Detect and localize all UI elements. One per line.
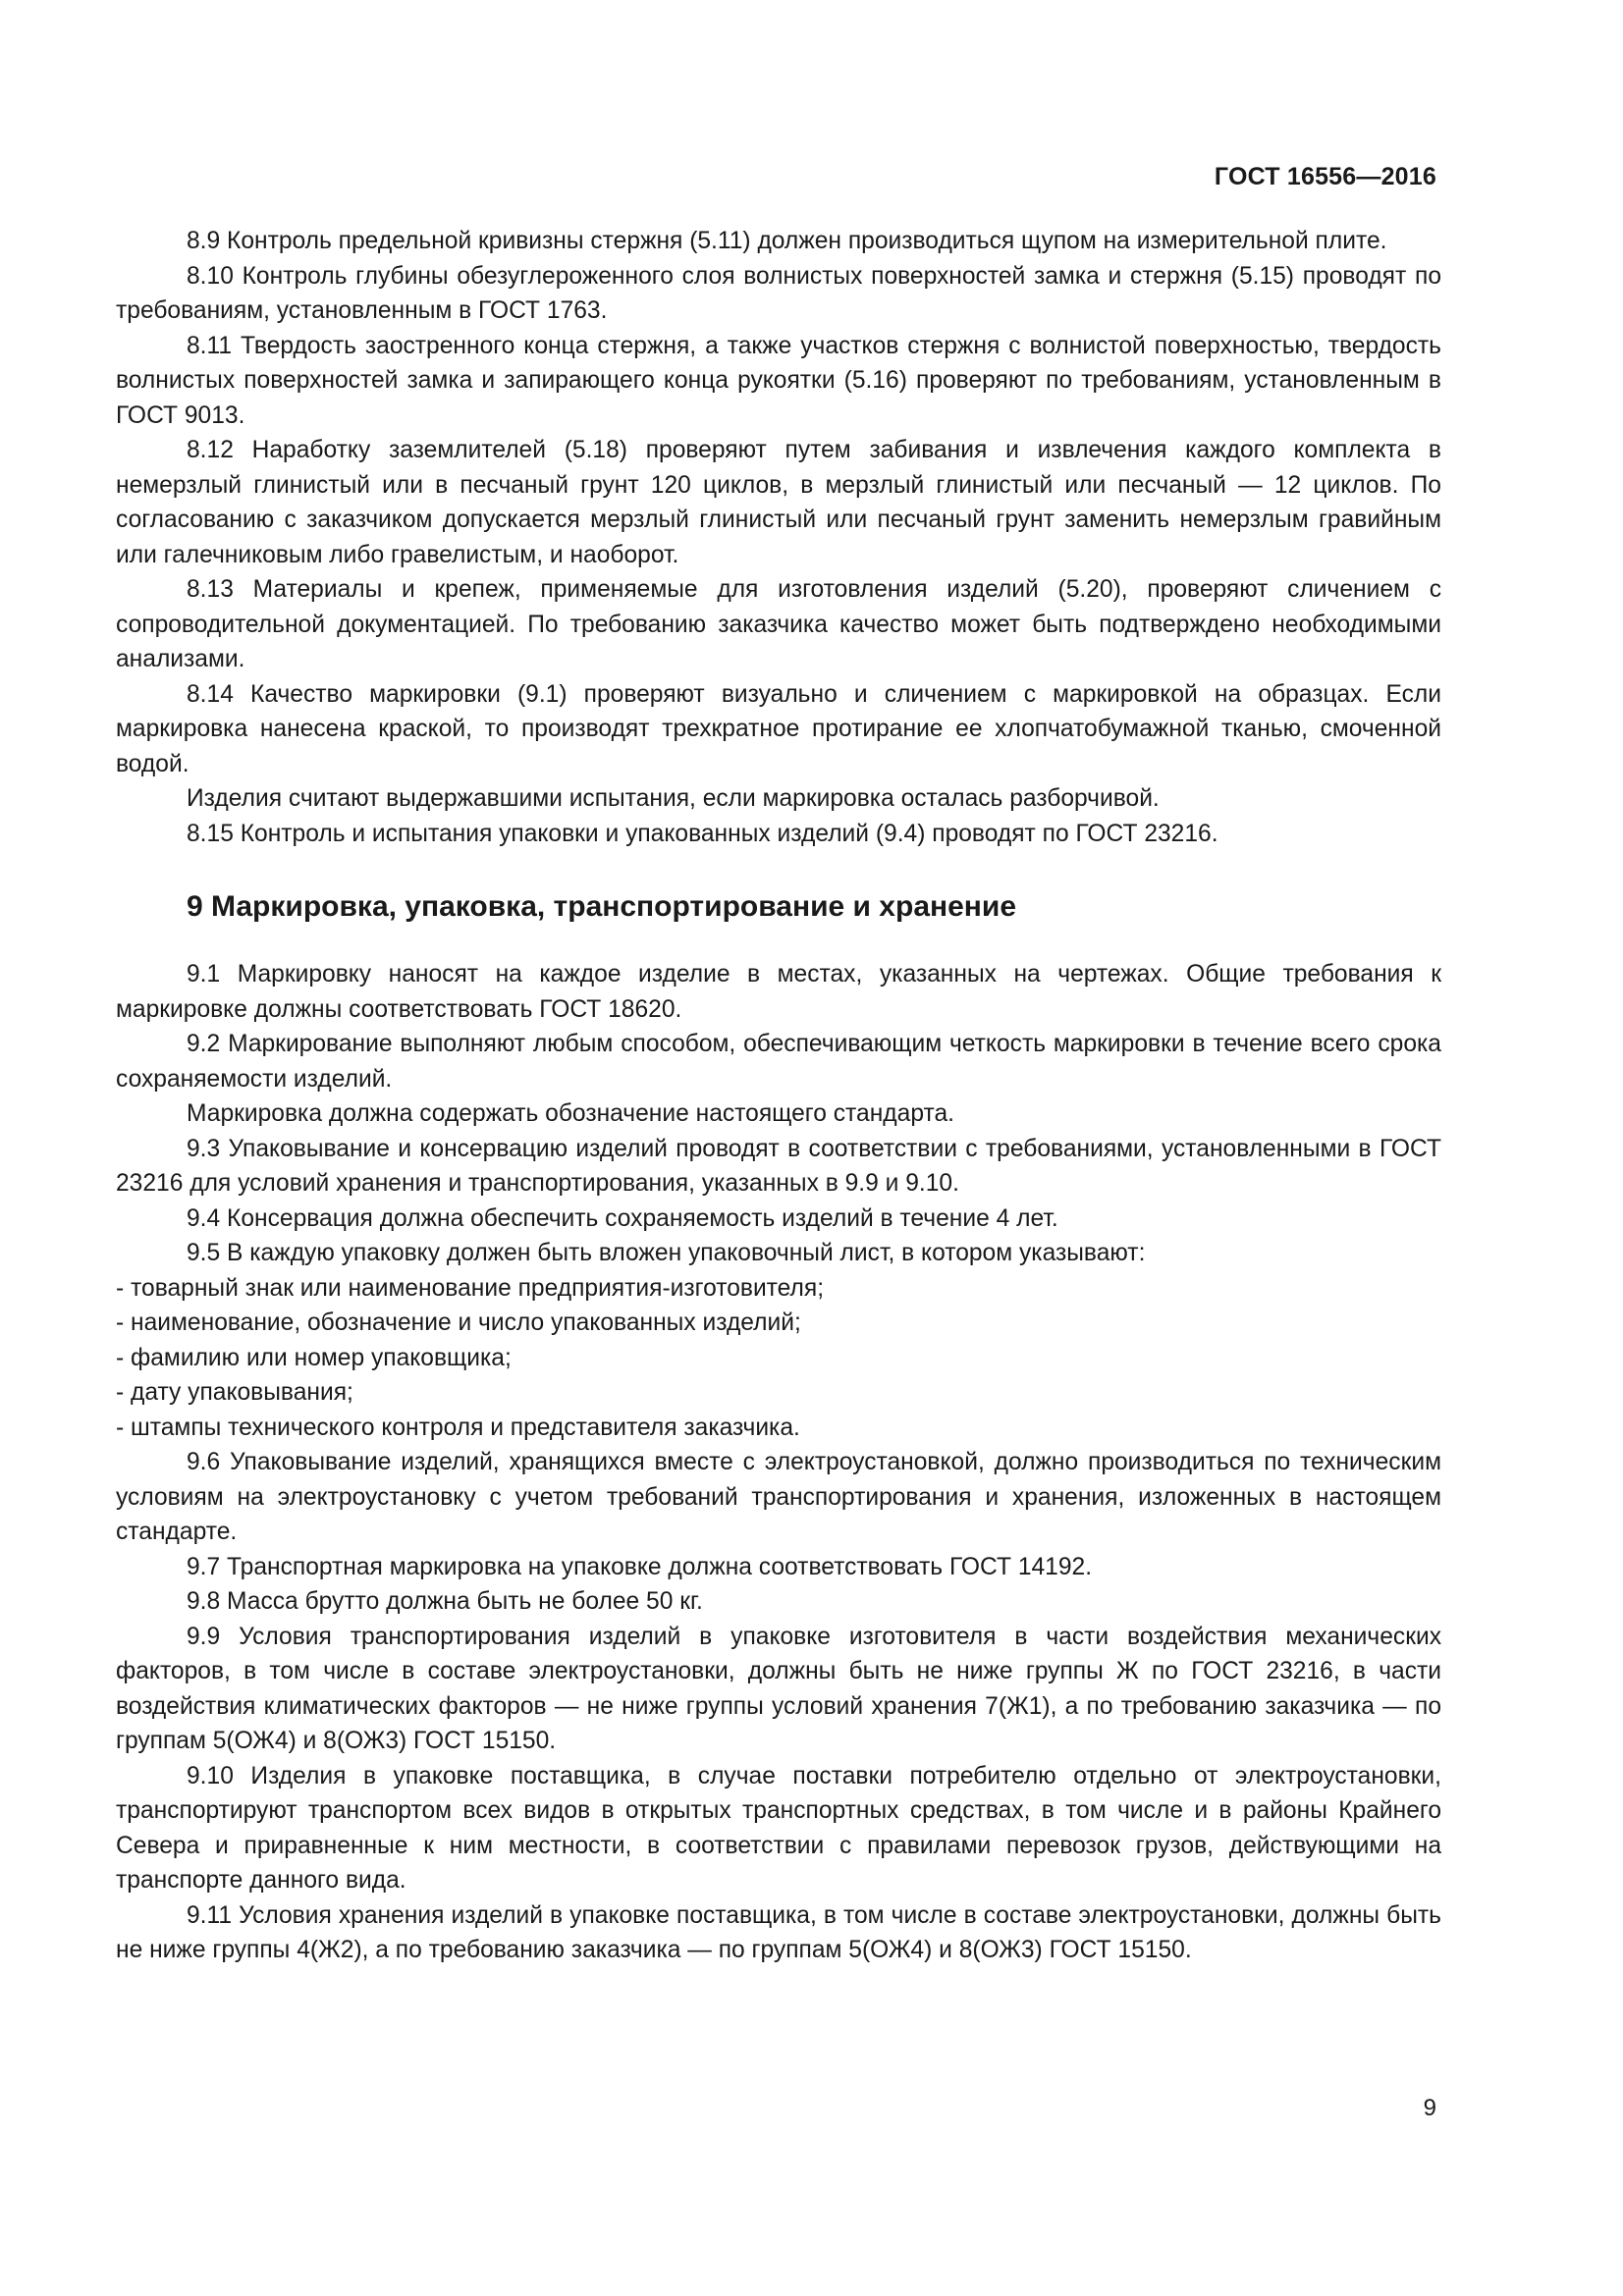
paragraph-8-11: 8.11 Твердость заостренного конца стержня, а также участков стержня с волнистой поверхностью, твердость волнистых поверхностей замка и запирающего конца рукоятки (5.16) проверяют по требованиям, установленным в ГОСТ 9013. [116, 332, 1441, 429]
paragraph-8-9: 8.9 Контроль предельной кривизны стержня (5.11) должен производиться щупом на измерительной плите. [187, 228, 1387, 254]
page-number: 9 [1423, 2095, 1436, 2121]
paragraph-8-10: 8.10 Контроль глубины обезуглероженного слоя волнистых поверхностей замка и стержня (5.15) проводят по требованиям, установленным в ГОСТ 1763. [116, 262, 1441, 324]
paragraph-9-1: 9.1 Маркировку наносят на каждое изделие в местах, указанных на чертежах. Общие требования к маркировке должны соответствовать ГОСТ 18620. [116, 961, 1441, 1023]
document-code: ГОСТ 16556—2016 [1214, 163, 1436, 190]
packing-list-items [116, 1271, 1441, 1446]
section-9-heading: 9 Маркировка, упаковка, транспортирование и хранение [187, 890, 1017, 923]
list-item: - штампы технического контроля и представителя заказчика. [116, 1414, 800, 1441]
list-item: - наименование, обозначение и число упакованных изделий; [116, 1309, 801, 1336]
paragraph-9-7: 9.7 Транспортная маркировка на упаковке должна соответствовать ГОСТ 14192. [187, 1553, 1093, 1580]
paragraph-8-13: 8.13 Материалы и крепеж, применяемые для изготовления изделий (5.20), проверяют сличением с сопроводительной документацией. По требованию заказчика качество может быть подтверждено необходимыми анализами. [116, 576, 1441, 672]
page-body [116, 224, 1441, 1968]
paragraph-9-2-note: Маркировка должна содержать обозначение настоящего стандарта. [187, 1100, 954, 1127]
list-item: - фамилию или номер упаковщика; [116, 1344, 512, 1371]
list-item: - дату упаковывания; [116, 1379, 353, 1406]
paragraph-9-6: 9.6 Упаковывание изделий, хранящихся вместе с электроустановкой, должно производиться по техническим условиям на электроустановку с учетом требований транспортирования и хранения, изложенных в настоящем стандарте. [116, 1449, 1441, 1545]
list-item: - товарный знак или наименование предприятия-изготовителя; [116, 1274, 825, 1302]
paragraph-8-14: 8.14 Качество маркировки (9.1) проверяют визуально и сличением с маркировкой на образцах. Если маркировка нанесена краской, то производят трехкратное протирание ее хлопчатобумажной тканью, смоченной водой. [116, 680, 1441, 777]
paragraph-9-3: 9.3 Упаковывание и консервацию изделий проводят в соответствии с требованиями, установленными в ГОСТ 23216 для условий хранения и транспортирования, указанных в 9.9 и 9.10. [116, 1135, 1441, 1197]
paragraph-9-11: 9.11 Условия хранения изделий в упаковке поставщика, в том числе в составе электроустановки, должны быть не ниже группы 4(Ж2), а по требованию заказчика — по группам 5(ОЖ4) и 8(ОЖ3) ГОСТ 15150. [116, 1901, 1441, 1963]
paragraph-8-15: 8.15 Контроль и испытания упаковки и упакованных изделий (9.4) проводят по ГОСТ 23216. [187, 820, 1218, 847]
section-9-body [116, 957, 1441, 1968]
section-8-body [116, 224, 1441, 851]
paragraph-9-2: 9.2 Маркирование выполняют любым способом, обеспечивающим четкость маркировки в течение всего срока сохраняемости изделий. [116, 1031, 1441, 1093]
paragraph-9-8: 9.8 Масса брутто должна быть не более 50 кг. [187, 1588, 703, 1615]
paragraph-8-14-note: Изделия считают выдержавшими испытания, если маркировка осталась разборчивой. [187, 785, 1160, 812]
paragraph-8-12: 8.12 Наработку заземлителей (5.18) проверяют путем забивания и извлечения каждого комплекта в немерзлый глинистый или в песчаный грунт 120 циклов, в мерзлый глинистый или песчаный — 12 циклов. По согласованию с заказчиком допускается мерзлый глинистый или песчаный грунт заменить немерзлым гравийным или галечниковым либо гравелистым, и наоборот. [116, 437, 1441, 568]
paragraph-9-5: 9.5 В каждую упаковку должен быть вложен упаковочный лист, в котором указывают: [187, 1240, 1146, 1266]
paragraph-9-9: 9.9 Условия транспортирования изделий в упаковке изготовителя в части воздействия механических факторов, в том числе в составе электроустановки, должны быть не ниже группы Ж по ГОСТ 23216, в части воздействия климатических факторов — не ниже группы условий хранения 7(Ж1), а по требованию заказчика — по группам 5(ОЖ4) и 8(ОЖ3) ГОСТ 15150. [116, 1623, 1441, 1754]
paragraph-9-4: 9.4 Консервация должна обеспечить сохраняемость изделий в течение 4 лет. [187, 1204, 1058, 1232]
paragraph-9-10: 9.10 Изделия в упаковке поставщика, в случае поставки потребителю отдельно от электроустановки, транспортируют транспортом всех видов в открытых транспортных средствах, в том числе и в районы Крайнего Севера и приравненные к ним местности, в соответствии с правилами перевозок грузов, действующими на транспорте данного вида. [116, 1762, 1441, 1894]
